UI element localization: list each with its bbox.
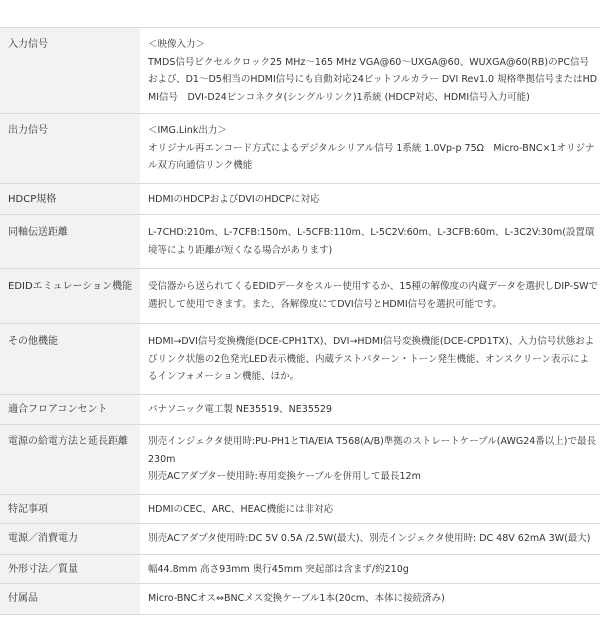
spec-value-line: ＜IMG.Link出力＞ xyxy=(148,125,227,136)
spec-table xyxy=(0,27,600,615)
spec-value xyxy=(140,183,600,215)
spec-value-line: オリジナル再エンコード方式によるデジタルシリアル信号 1系統 1.0Vp-p 75Ω Micro-BNC×1オリジナル双方向通信リンク機能 xyxy=(148,142,595,171)
spec-row-power-supply-distance xyxy=(0,425,600,495)
spec-value xyxy=(140,394,600,425)
spec-value-line: 別売ACアダプター使用時:専用変換ケーブルを併用して最長12m xyxy=(148,471,421,482)
spec-value-line: 受信器から送られてくるEDIDデータをスルー使用するか、15種の解像度の内蔵データを選択しDIP-SWで選択して使用できます。また、各解像度にてDVI信号とHDMI信号を選択可能です。 xyxy=(148,281,599,310)
spec-value-line: L-7CHD:210m、L-7CFB:150m、L-5CFB:110m、L-5C2V:60m、L-3CFB:60m、L-3C2V:30m(設置環境等により距離が短くなる場合があります) xyxy=(148,227,595,256)
spec-label: HDCP規格 xyxy=(0,183,140,215)
spec-value xyxy=(140,425,600,495)
spec-value xyxy=(140,494,600,524)
spec-row-notes xyxy=(0,494,600,524)
spec-value xyxy=(140,215,600,269)
spec-label: 入力信号 xyxy=(0,28,140,114)
spec-row-hdcp xyxy=(0,183,600,215)
spec-label: その他機能 xyxy=(0,324,140,395)
spec-value-line: パナソニック電工製 NE35519、NE35529 xyxy=(148,403,333,415)
spec-value-line: 別売ACアダプタ使用時:DC 5V 0.5A /2.5W(最大)、別売インジェクタ使用時: DC 48V 62mA 3W(最大) xyxy=(148,533,591,544)
spec-value xyxy=(140,324,600,395)
spec-row-input-signal xyxy=(0,28,600,114)
spec-value-line: HDMIのCEC、ARC、HEAC機能には非対応 xyxy=(148,503,334,515)
spec-value-line: HDMI→DVI信号変換機能(DCE-CPH1TX)、DVI→HDMI信号変換機能(DCE-CPD1TX)、入力信号状態およびリンク状態の2色発光LED表示機能、内蔵テストパターン・トーン発生機能、オンスクリーン表示によるインフォメーション機能、ほか。 xyxy=(148,336,595,382)
spec-label: 適合フロアコンセント xyxy=(0,394,140,425)
spec-row-power-consumption xyxy=(0,524,600,555)
spec-label: 出力信号 xyxy=(0,114,140,184)
spec-row-other-functions xyxy=(0,324,600,395)
spec-row-coax-distance xyxy=(0,215,600,269)
spec-row-dimensions-weight xyxy=(0,554,600,584)
spec-label: 電源の給電方法と延長距離 xyxy=(0,425,140,495)
spec-value xyxy=(140,584,600,615)
spec-label: 同軸伝送距離 xyxy=(0,215,140,269)
spec-label: 電源／消費電力 xyxy=(0,524,140,555)
spec-label: 外形寸法／質量 xyxy=(0,554,140,584)
spec-value-line: ＜映像入力＞ xyxy=(148,39,206,50)
spec-value xyxy=(140,28,600,114)
spec-value-line: TMDS信号ピクセルクロック25 MHz～165 MHz VGA@60～UXGA@60、WUXGA@60(RB)のPC信号および、D1～D5相当のHDMI信号にも自動対応24ビットフルカラー DVI Rev1.0 規格準拠信号またはHDMI信号 DVI-D24ピンコネクタ(シングルリンク)1系統 (HDCP対応、HDMI信号入力可能) xyxy=(148,56,598,103)
spec-value-line: 別売インジェクタ使用時:PU-PH1とTIA/EIA T568(A/B)準拠のストレートケーブル(AWG24番以上)で最長230m xyxy=(148,436,596,465)
spec-label: EDIDエミュレーション機能 xyxy=(0,269,140,324)
spec-label: 付属品 xyxy=(0,584,140,615)
spec-value-line: HDMIのHDCPおよびDVIのHDCPに対応 xyxy=(148,193,320,205)
spec-row-output-signal xyxy=(0,114,600,184)
spec-row-accessories xyxy=(0,584,600,615)
spec-value-line: 幅44.8mm 高さ93mm 奥行45mm 突起部は含まず/約210g xyxy=(148,563,409,575)
spec-value xyxy=(140,114,600,184)
spec-label: 特記事項 xyxy=(0,494,140,524)
spec-value xyxy=(140,524,600,555)
spec-value-line: Micro-BNCオス⇔BNCメス変換ケーブル1本(20cm、本体に接続済み) xyxy=(148,593,445,604)
spec-value xyxy=(140,269,600,324)
spec-value xyxy=(140,554,600,584)
spec-row-edid xyxy=(0,269,600,324)
spec-row-floor-outlet xyxy=(0,394,600,425)
